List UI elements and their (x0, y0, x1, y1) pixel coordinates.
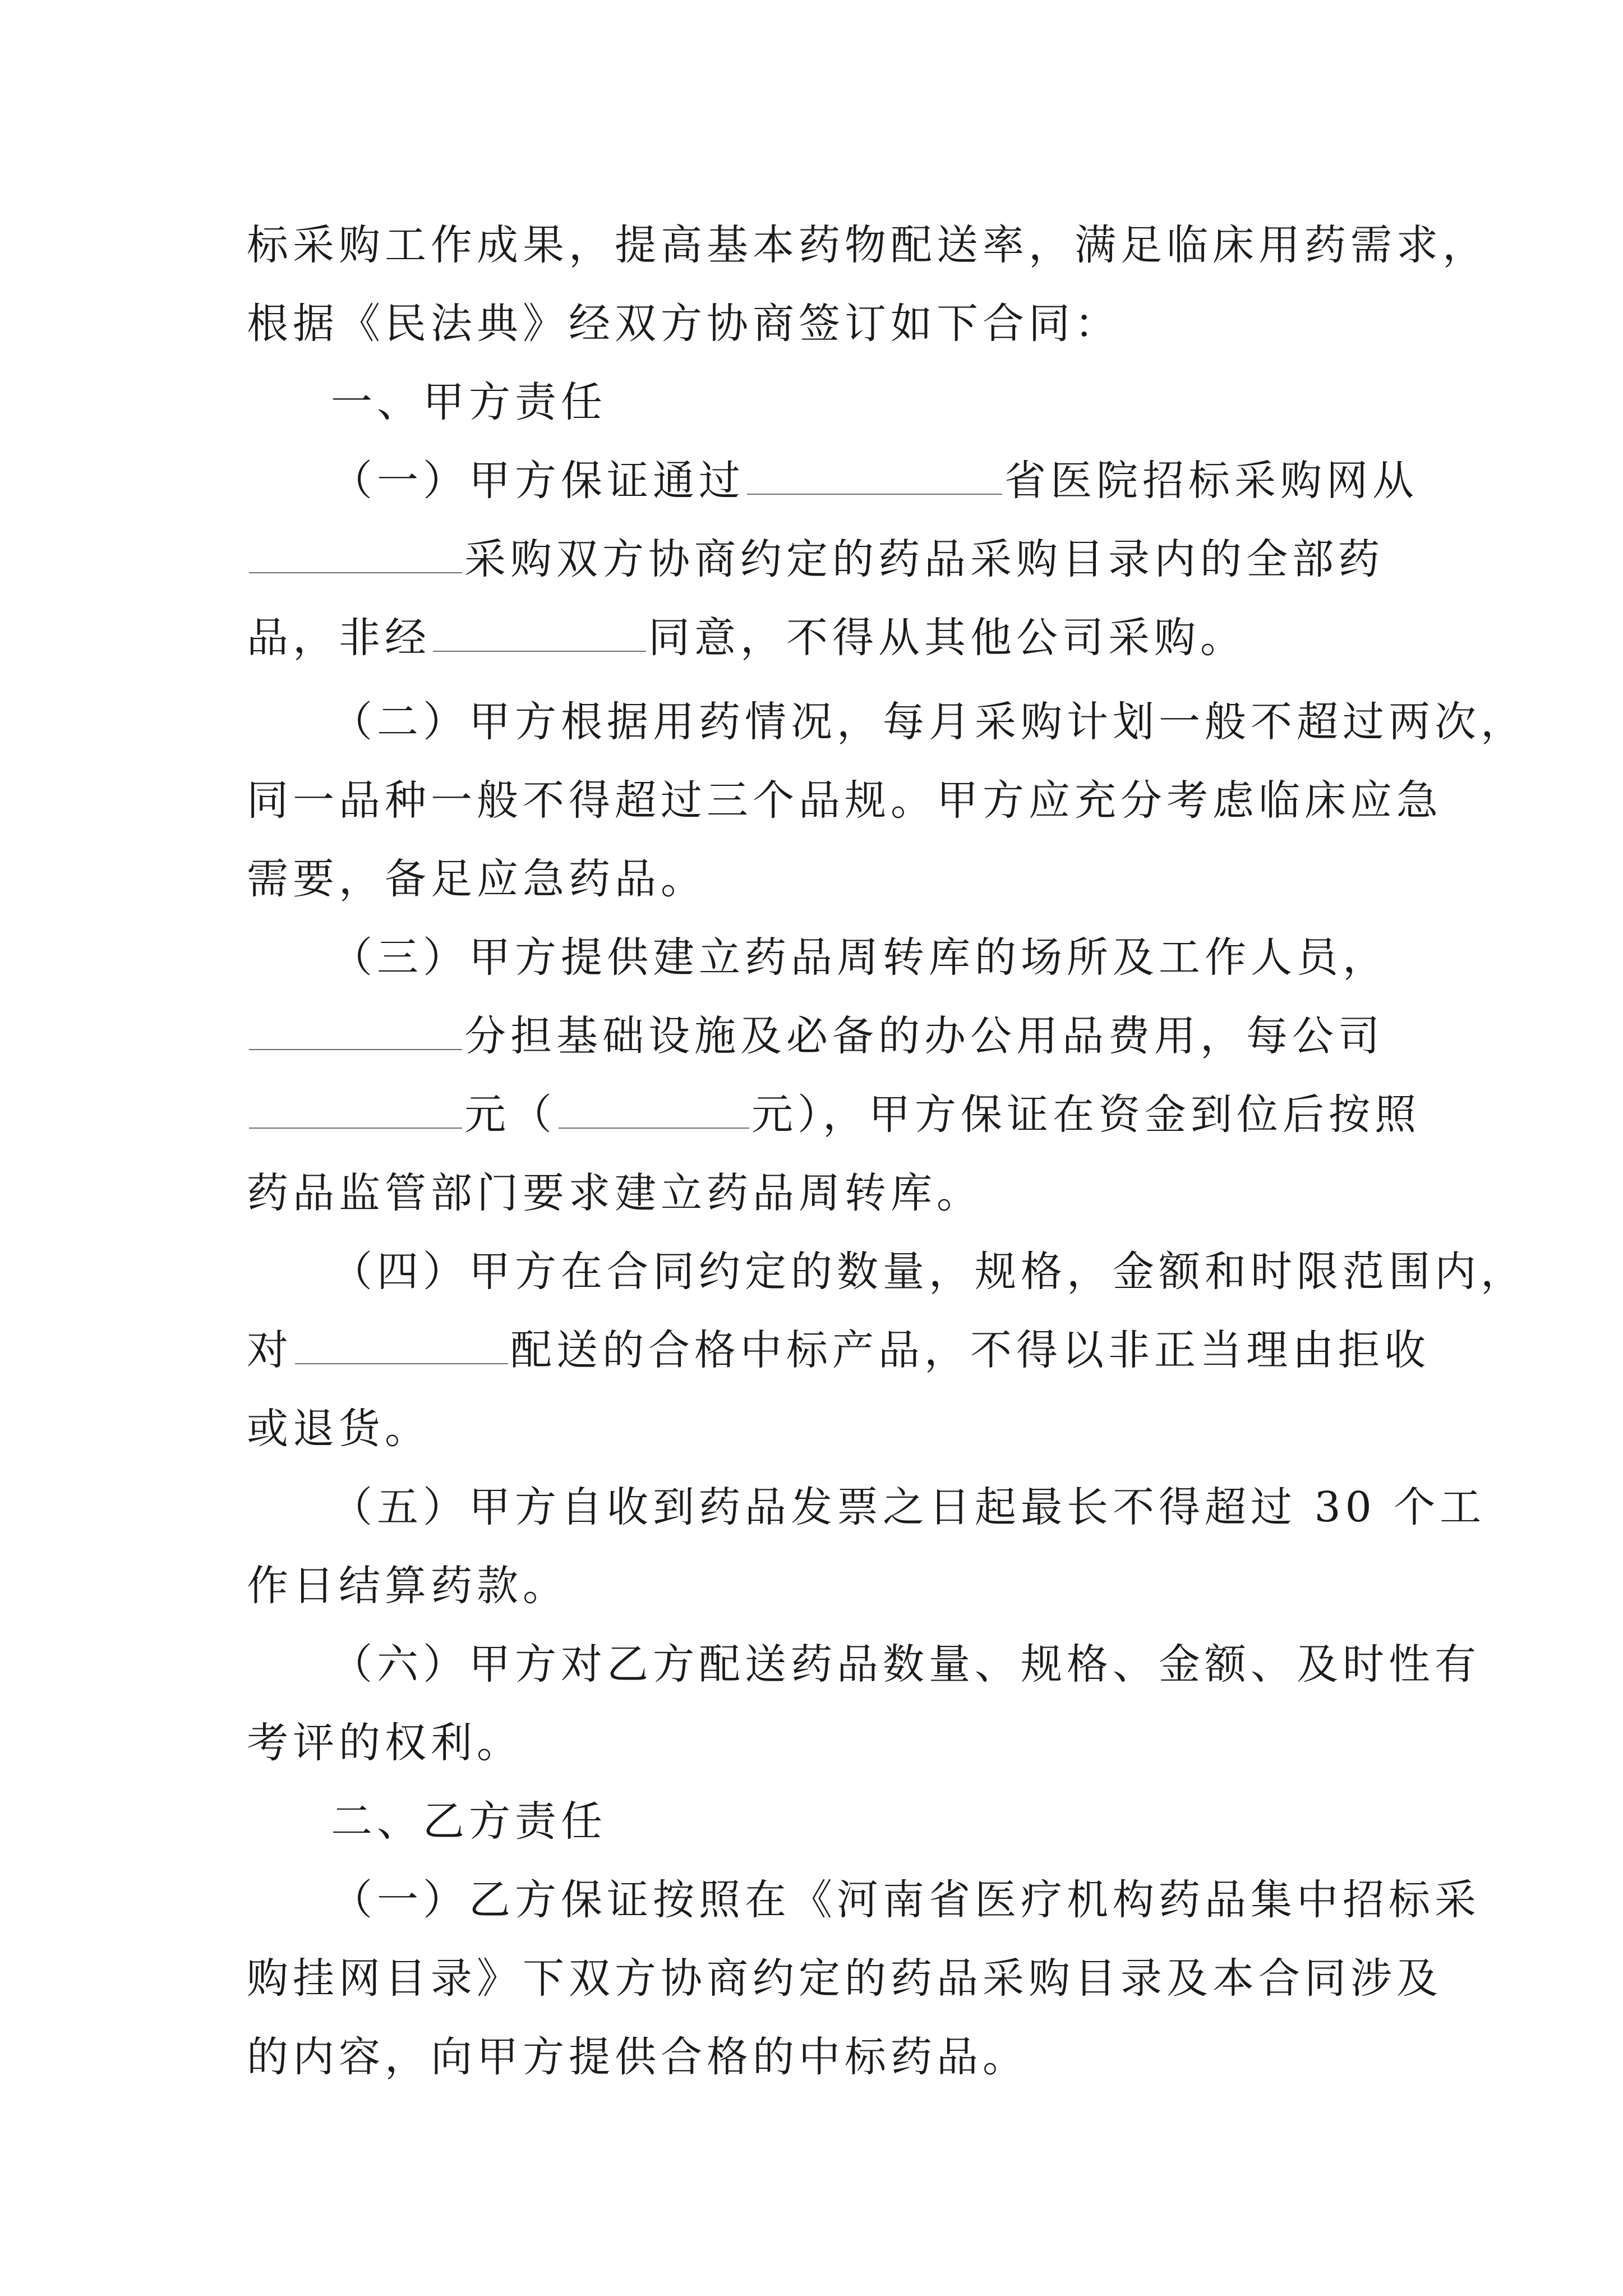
text-line-7: 同一品种一般不得超过三个品规。甲方应充分考虑临床应急 (247, 776, 1442, 825)
text-segment: 品，非经 (247, 614, 431, 662)
text-segment: 分担基础设施及必备的办公用品费用，每公司 (464, 1012, 1384, 1060)
paragraph-line (247, 1945, 1442, 2012)
text-line-6: （二）甲方根据用药情况，每月采购计划一般不超过两次， (331, 698, 1527, 746)
paragraph-line (331, 688, 1527, 756)
paragraph-line (331, 1474, 1486, 1541)
paragraph-line (247, 526, 1385, 593)
text-line-23: 的内容，向甲方提供合格的中标药品。 (247, 2033, 1029, 2081)
section-heading (331, 1788, 1385, 1855)
fill-in-blank[interactable] (295, 1322, 508, 1364)
text-segment: 采购双方协商约定的药品采购目录内的全部药 (464, 535, 1384, 583)
paragraph-line (247, 1159, 1385, 1227)
paragraph-line (247, 290, 1385, 357)
text-line-12: 药品监管部门要求建立药品周转库。 (247, 1169, 983, 1217)
paragraph-line (247, 211, 1488, 279)
paragraph-line (247, 604, 1385, 671)
paragraph-line (331, 447, 1418, 514)
text-line-22: 购挂网目录》下双方协商约定的药品采购目录及本合同涉及 (247, 1954, 1442, 2003)
fill-in-blank[interactable] (249, 1086, 462, 1129)
paragraph-line (247, 1317, 1430, 1384)
text-line-13: （四）甲方在合同约定的数量，规格，金额和时限范围内， (331, 1248, 1527, 1296)
paragraph-line (247, 1002, 1385, 1070)
paragraph-line (247, 1081, 1421, 1148)
paragraph-line (247, 1552, 1385, 1619)
paragraph-line (331, 1631, 1481, 1698)
paragraph-line (331, 924, 1389, 991)
text-segment: 元），甲方保证在资金到位后按照 (751, 1091, 1421, 1139)
text-line-9: （三）甲方提供建立药品周转库的场所及工作人员， (331, 933, 1389, 982)
text-segment: 省医院招标采购网从 (1004, 457, 1418, 505)
text-line-1: 根据《民法典》经双方协商签订如下合同： (247, 300, 1121, 348)
fill-in-blank[interactable] (249, 1007, 462, 1050)
paragraph-line (331, 1866, 1481, 1934)
paragraph-line (247, 845, 1385, 913)
text-segment: 配送的合格中标产品，不得以非正当理由拒收 (510, 1326, 1430, 1374)
paragraph-line (247, 2023, 1385, 2091)
fill-in-blank[interactable] (559, 1086, 749, 1129)
text-line-16: （五）甲方自收到药品发票之日起最长不得超过 30 个工 (331, 1483, 1486, 1531)
text-line-15: 或退货。 (247, 1405, 431, 1453)
heading-party-b-responsibilities: 二、乙方责任 (331, 1797, 607, 1846)
text-line-19: 考评的权利。 (247, 1719, 523, 1767)
heading-party-a-responsibilities: 一、甲方责任 (331, 378, 607, 426)
text-segment: 元（ (464, 1091, 556, 1139)
text-line-21: （一）乙方保证按照在《河南省医疗机构药品集中招标采 (331, 1876, 1481, 1924)
fill-in-blank[interactable] (433, 609, 646, 652)
paragraph-line (247, 767, 1442, 834)
text-segment: 同意，不得从其他公司采购。 (648, 614, 1246, 662)
text-line-8: 需要，备足应急药品。 (247, 855, 707, 903)
paragraph-line (247, 1395, 1385, 1462)
text-line-0: 标采购工作成果，提高基本药物配送率，满足临床用药需求， (247, 221, 1488, 269)
section-heading (331, 369, 1385, 436)
paragraph-line (247, 1709, 1385, 1777)
fill-in-blank[interactable] (249, 531, 462, 573)
text-segment: 对 (247, 1326, 293, 1374)
paragraph-line (331, 1238, 1527, 1305)
fill-in-blank[interactable] (747, 452, 1002, 495)
text-line-18: （六）甲方对乙方配送药品数量、规格、金额、及时性有 (331, 1640, 1481, 1688)
text-segment: （一）甲方保证通过 (331, 457, 745, 505)
text-line-17: 作日结算药款。 (247, 1562, 569, 1610)
